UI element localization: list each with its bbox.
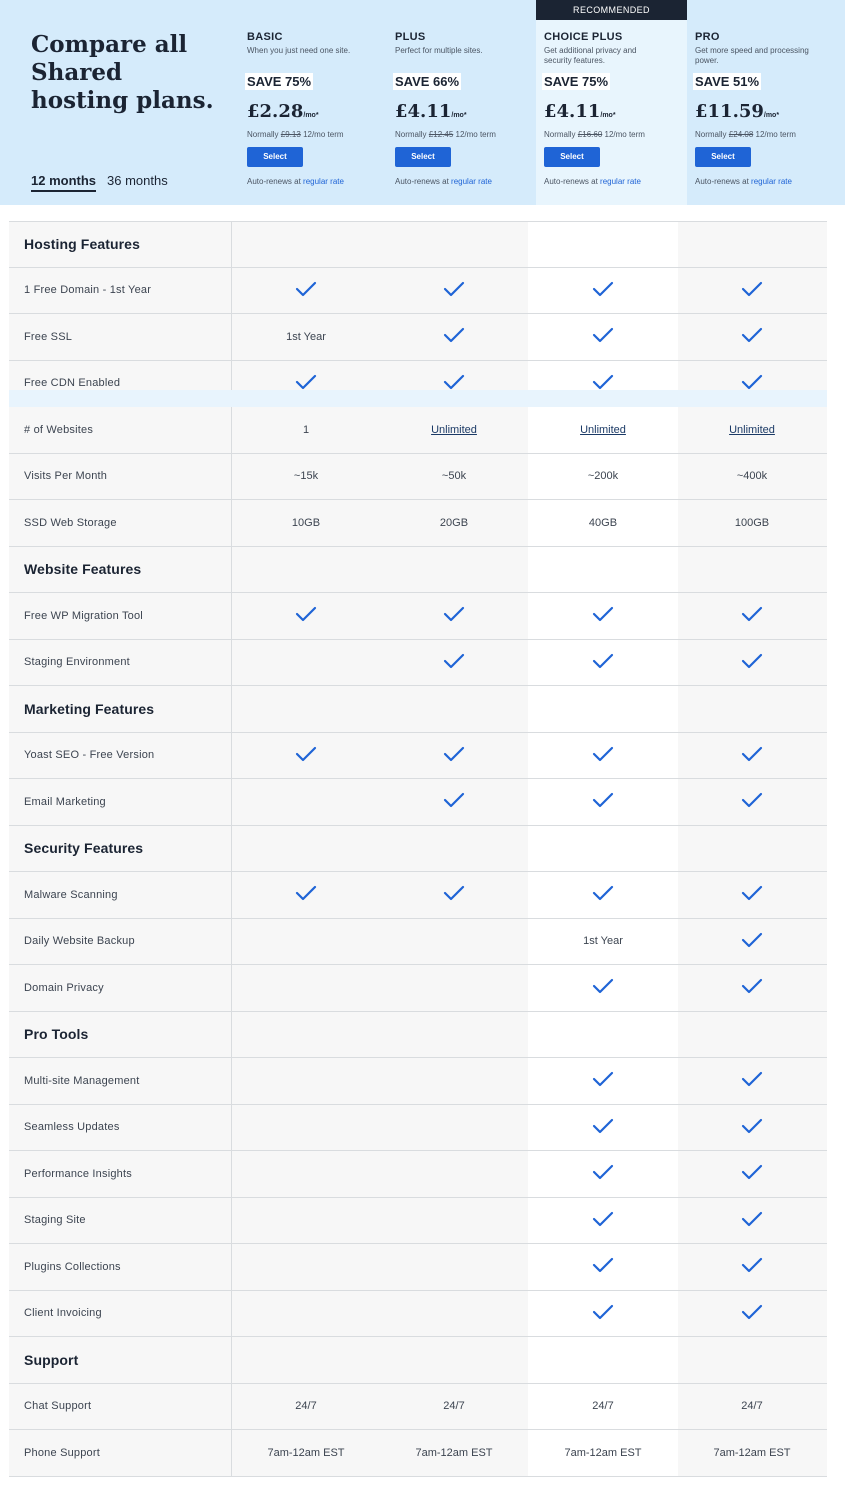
table-cell bbox=[232, 606, 380, 625]
table-row bbox=[9, 314, 827, 361]
plans-header bbox=[0, 0, 845, 205]
checkmark-icon bbox=[741, 281, 763, 297]
checkmark-icon bbox=[592, 885, 614, 901]
cell-value: 7am-12am EST bbox=[713, 1446, 791, 1459]
table-cell bbox=[678, 1400, 826, 1412]
table-row bbox=[9, 1198, 827, 1245]
feature-label: Multi-site Management bbox=[24, 1074, 140, 1087]
save-badge: SAVE 75% bbox=[544, 74, 609, 89]
checkmark-icon bbox=[443, 792, 465, 808]
table-cell bbox=[678, 517, 826, 529]
table-cell bbox=[380, 424, 528, 436]
cell-value: 40GB bbox=[588, 516, 618, 529]
checkmark-icon bbox=[295, 374, 317, 390]
old-price: £24.08 bbox=[728, 130, 754, 139]
feature-label: Free CDN Enabled bbox=[24, 377, 121, 390]
checkmark-icon bbox=[741, 1257, 763, 1273]
save-badge: SAVE 66% bbox=[395, 74, 460, 89]
table-cell bbox=[678, 746, 826, 765]
feature-label: 1 Free Domain - 1st Year bbox=[24, 284, 152, 297]
plan-name: PRO bbox=[695, 31, 720, 43]
plan-price: £2.28/mo* bbox=[247, 101, 319, 122]
table-row bbox=[9, 1384, 827, 1431]
cell-value: ~15k bbox=[293, 470, 319, 483]
table-row bbox=[9, 407, 827, 454]
table-row bbox=[9, 268, 827, 315]
checkmark-icon bbox=[592, 1118, 614, 1134]
select-pro-button[interactable]: Select bbox=[695, 147, 751, 167]
table-cell bbox=[529, 978, 677, 997]
table-cell bbox=[678, 470, 826, 482]
normal-price: Normally £9.13 12/mo term bbox=[247, 130, 344, 139]
checkmark-icon bbox=[295, 606, 317, 622]
price-unit: /mo* bbox=[451, 112, 467, 119]
checkmark-icon bbox=[592, 1304, 614, 1320]
checkmark-icon bbox=[592, 327, 614, 343]
section-header-row bbox=[9, 547, 827, 594]
feature-label: Client Invoicing bbox=[24, 1307, 102, 1320]
auto-renew-note: Auto-renews at regular rate bbox=[695, 177, 792, 186]
checkmark-icon bbox=[295, 746, 317, 762]
table-row bbox=[9, 500, 827, 547]
checkmark-icon bbox=[741, 1118, 763, 1134]
old-price: £16.60 bbox=[577, 130, 603, 139]
table-cell bbox=[232, 1447, 380, 1459]
plan-description: Perfect for multiple sites. bbox=[395, 46, 483, 55]
table-cell bbox=[380, 1400, 528, 1412]
checkmark-icon bbox=[592, 1211, 614, 1227]
plan-card-plus bbox=[395, 0, 535, 205]
cell-value: 1 bbox=[302, 423, 310, 436]
table-cell bbox=[232, 281, 380, 300]
section-title: Security Features bbox=[24, 840, 144, 857]
table-cell bbox=[529, 1400, 677, 1412]
cell-value: 7am-12am EST bbox=[564, 1446, 642, 1459]
recommended-badge: RECOMMENDED bbox=[536, 0, 687, 20]
table-cell bbox=[529, 885, 677, 904]
checkmark-icon bbox=[741, 885, 763, 901]
table-cell bbox=[678, 606, 826, 625]
plan-price: £4.11/mo* bbox=[395, 101, 467, 122]
plan-description: Get more speed and processing power. bbox=[695, 46, 809, 65]
table-cell bbox=[232, 517, 380, 529]
regular-rate-link[interactable]: regular rate bbox=[303, 177, 344, 186]
checkmark-icon bbox=[592, 606, 614, 622]
section-header-row bbox=[9, 826, 827, 873]
plan-card-pro bbox=[695, 0, 835, 205]
auto-renew-note: Auto-renews at regular rate bbox=[247, 177, 344, 186]
plan-name: BASIC bbox=[247, 31, 283, 43]
select-plus-button[interactable]: Select bbox=[395, 147, 451, 167]
checkmark-icon bbox=[741, 653, 763, 669]
table-row bbox=[9, 1430, 827, 1477]
table-row bbox=[9, 454, 827, 501]
table-cell bbox=[678, 885, 826, 904]
save-badge: SAVE 75% bbox=[247, 74, 312, 89]
cell-value: 7am-12am EST bbox=[415, 1446, 493, 1459]
cell-value: 1st Year bbox=[286, 330, 326, 343]
table-cell bbox=[529, 1118, 677, 1137]
checkmark-icon bbox=[741, 327, 763, 343]
cell-value: 24/7 bbox=[443, 1400, 465, 1413]
table-cell bbox=[529, 470, 677, 482]
checkmark-icon bbox=[592, 374, 614, 390]
regular-rate-link[interactable]: regular rate bbox=[600, 177, 641, 186]
table-cell bbox=[678, 1071, 826, 1090]
checkmark-icon bbox=[443, 374, 465, 390]
table-cell bbox=[529, 1257, 677, 1276]
feature-label: Visits Per Month bbox=[24, 470, 108, 483]
checkmark-icon bbox=[741, 792, 763, 808]
table-cell bbox=[380, 281, 528, 300]
cell-value: 24/7 bbox=[741, 1400, 763, 1413]
cell-value: 1st Year bbox=[583, 935, 623, 948]
plan-description: Get additional privacy and security features. bbox=[544, 46, 637, 65]
plan-price: £4.11/mo* bbox=[544, 101, 616, 122]
checkmark-icon bbox=[741, 1164, 763, 1180]
feature-label: Daily Website Backup bbox=[24, 935, 135, 948]
cell-value: 10GB bbox=[291, 516, 321, 529]
cell-value: 24/7 bbox=[295, 1400, 317, 1413]
table-cell bbox=[232, 470, 380, 482]
feature-label: Malware Scanning bbox=[24, 888, 118, 901]
feature-label: Performance Insights bbox=[24, 1167, 132, 1180]
tab-12-months[interactable]: 12 months bbox=[31, 173, 96, 192]
checkmark-icon bbox=[741, 606, 763, 622]
table-cell bbox=[678, 1164, 826, 1183]
table-cell bbox=[529, 1447, 677, 1459]
table-cell bbox=[232, 1400, 380, 1412]
table-cell bbox=[529, 1164, 677, 1183]
checkmark-icon bbox=[443, 885, 465, 901]
cell-value: 24/7 bbox=[592, 1400, 614, 1413]
cell-value: 20GB bbox=[439, 516, 469, 529]
regular-rate-link[interactable]: regular rate bbox=[451, 177, 492, 186]
plan-card-choice-plus bbox=[536, 0, 687, 205]
feature-label: Staging Environment bbox=[24, 656, 130, 669]
table-cell bbox=[678, 653, 826, 672]
table-row bbox=[9, 1105, 827, 1152]
checkmark-icon bbox=[741, 1211, 763, 1227]
feature-label: Yoast SEO - Free Version bbox=[24, 749, 155, 762]
table-row bbox=[9, 1151, 827, 1198]
table-cell bbox=[380, 327, 528, 346]
term-tabs bbox=[31, 173, 168, 192]
sticky-header-strip bbox=[9, 390, 827, 407]
normal-price: Normally £24.08 12/mo term bbox=[695, 130, 796, 139]
plan-name: CHOICE PLUS bbox=[544, 31, 623, 43]
table-cell bbox=[529, 653, 677, 672]
table-cell bbox=[232, 424, 380, 436]
section-title: Website Features bbox=[24, 561, 142, 578]
checkmark-icon bbox=[592, 792, 614, 808]
checkmark-icon bbox=[592, 653, 614, 669]
table-cell bbox=[380, 792, 528, 811]
plan-description: When you just need one site. bbox=[247, 46, 351, 55]
table-cell bbox=[380, 746, 528, 765]
cell-value: ~50k bbox=[441, 470, 467, 483]
table-cell bbox=[678, 1257, 826, 1276]
table-cell bbox=[380, 653, 528, 672]
table-cell bbox=[529, 327, 677, 346]
checkmark-icon bbox=[592, 978, 614, 994]
section-header-row bbox=[9, 686, 827, 733]
checkmark-icon bbox=[741, 374, 763, 390]
regular-rate-link[interactable]: regular rate bbox=[751, 177, 792, 186]
checkmark-icon bbox=[592, 746, 614, 762]
checkmark-icon bbox=[443, 606, 465, 622]
table-cell bbox=[232, 885, 380, 904]
feature-label: SSD Web Storage bbox=[24, 516, 117, 529]
checkmark-icon bbox=[741, 1071, 763, 1087]
feature-label: Free SSL bbox=[24, 330, 73, 343]
table-cell bbox=[529, 1304, 677, 1323]
feature-label: Staging Site bbox=[24, 1214, 86, 1227]
table-cell bbox=[380, 885, 528, 904]
cell-value: ~400k bbox=[736, 470, 768, 483]
table-cell bbox=[529, 746, 677, 765]
table-cell bbox=[380, 606, 528, 625]
plan-price: £11.59/mo* bbox=[695, 101, 780, 122]
table-cell bbox=[678, 1211, 826, 1230]
page-title: Compare all Shared hosting plans. bbox=[31, 31, 214, 114]
table-cell bbox=[529, 1071, 677, 1090]
tab-36-months[interactable]: 36 months bbox=[107, 173, 168, 188]
table-cell bbox=[529, 792, 677, 811]
table-row bbox=[9, 733, 827, 780]
table-cell bbox=[678, 792, 826, 811]
checkmark-icon bbox=[592, 1071, 614, 1087]
table-cell bbox=[380, 517, 528, 529]
price-unit: /mo* bbox=[763, 112, 780, 119]
auto-renew-note: Auto-renews at regular rate bbox=[544, 177, 641, 186]
feature-label: Chat Support bbox=[24, 1400, 92, 1413]
table-cell bbox=[529, 1211, 677, 1230]
old-price: £9.13 bbox=[280, 130, 301, 139]
table-cell bbox=[678, 1118, 826, 1137]
section-header-row bbox=[9, 1337, 827, 1384]
plan-card-basic bbox=[247, 0, 387, 205]
checkmark-icon bbox=[592, 281, 614, 297]
checkmark-icon bbox=[295, 885, 317, 901]
table-cell bbox=[232, 331, 380, 343]
checkmark-icon bbox=[741, 746, 763, 762]
plan-name: PLUS bbox=[395, 31, 426, 43]
table-cell bbox=[232, 746, 380, 765]
table-cell bbox=[529, 606, 677, 625]
table-cell bbox=[678, 281, 826, 300]
table-cell bbox=[678, 1447, 826, 1459]
checkmark-icon bbox=[295, 281, 317, 297]
cell-value: 100GB bbox=[734, 516, 770, 529]
feature-label: Domain Privacy bbox=[24, 981, 104, 994]
section-title: Hosting Features bbox=[24, 236, 140, 253]
table-cell bbox=[678, 327, 826, 346]
section-title: Support bbox=[24, 1351, 79, 1368]
section-header-row bbox=[9, 221, 827, 268]
table-cell bbox=[529, 935, 677, 947]
table-row bbox=[9, 593, 827, 640]
checkmark-icon bbox=[741, 932, 763, 948]
table-row bbox=[9, 640, 827, 687]
cell-value: 7am-12am EST bbox=[267, 1446, 345, 1459]
feature-label: Plugins Collections bbox=[24, 1260, 121, 1273]
normal-price: Normally £16.60 12/mo term bbox=[544, 130, 645, 139]
checkmark-icon bbox=[443, 281, 465, 297]
table-row bbox=[9, 1291, 827, 1338]
checkmark-icon bbox=[592, 1257, 614, 1273]
price-unit: /mo* bbox=[303, 112, 319, 119]
table-cell bbox=[678, 424, 826, 436]
table-cell bbox=[380, 470, 528, 482]
section-header-row bbox=[9, 1012, 827, 1059]
feature-label: # of Websites bbox=[24, 423, 94, 436]
select-choice-plus-button[interactable]: Select bbox=[544, 147, 600, 167]
old-price: £12.45 bbox=[428, 130, 454, 139]
checkmark-icon bbox=[592, 1164, 614, 1180]
save-badge: SAVE 51% bbox=[695, 74, 760, 89]
checkmark-icon bbox=[443, 327, 465, 343]
checkmark-icon bbox=[443, 653, 465, 669]
unlimited-link[interactable]: Unlimited bbox=[431, 423, 477, 436]
select-basic-button[interactable]: Select bbox=[247, 147, 303, 167]
unlimited-link[interactable]: Unlimited bbox=[580, 423, 626, 436]
table-cell bbox=[678, 1304, 826, 1323]
table-cell bbox=[678, 978, 826, 997]
table-row bbox=[9, 872, 827, 919]
normal-price: Normally £12.45 12/mo term bbox=[395, 130, 496, 139]
comparison-table bbox=[9, 221, 827, 1477]
table-cell bbox=[529, 281, 677, 300]
table-row bbox=[9, 919, 827, 966]
checkmark-icon bbox=[741, 1304, 763, 1320]
feature-label: Email Marketing bbox=[24, 795, 106, 808]
table-row bbox=[9, 965, 827, 1012]
table-cell bbox=[529, 424, 677, 436]
checkmark-icon bbox=[741, 978, 763, 994]
table-cell bbox=[380, 1447, 528, 1459]
checkmark-icon bbox=[443, 746, 465, 762]
feature-label: Free WP Migration Tool bbox=[24, 609, 143, 622]
price-unit: /mo* bbox=[600, 112, 616, 119]
cell-value: ~200k bbox=[587, 470, 619, 483]
section-title: Pro Tools bbox=[24, 1026, 89, 1043]
table-cell bbox=[529, 517, 677, 529]
auto-renew-note: Auto-renews at regular rate bbox=[395, 177, 492, 186]
feature-label: Seamless Updates bbox=[24, 1121, 120, 1134]
table-cell bbox=[678, 932, 826, 951]
table-row bbox=[9, 779, 827, 826]
unlimited-link[interactable]: Unlimited bbox=[729, 423, 775, 436]
table-rows bbox=[9, 221, 827, 1477]
section-title: Marketing Features bbox=[24, 700, 155, 717]
table-row bbox=[9, 1244, 827, 1291]
feature-label: Phone Support bbox=[24, 1446, 100, 1459]
table-row bbox=[9, 1058, 827, 1105]
